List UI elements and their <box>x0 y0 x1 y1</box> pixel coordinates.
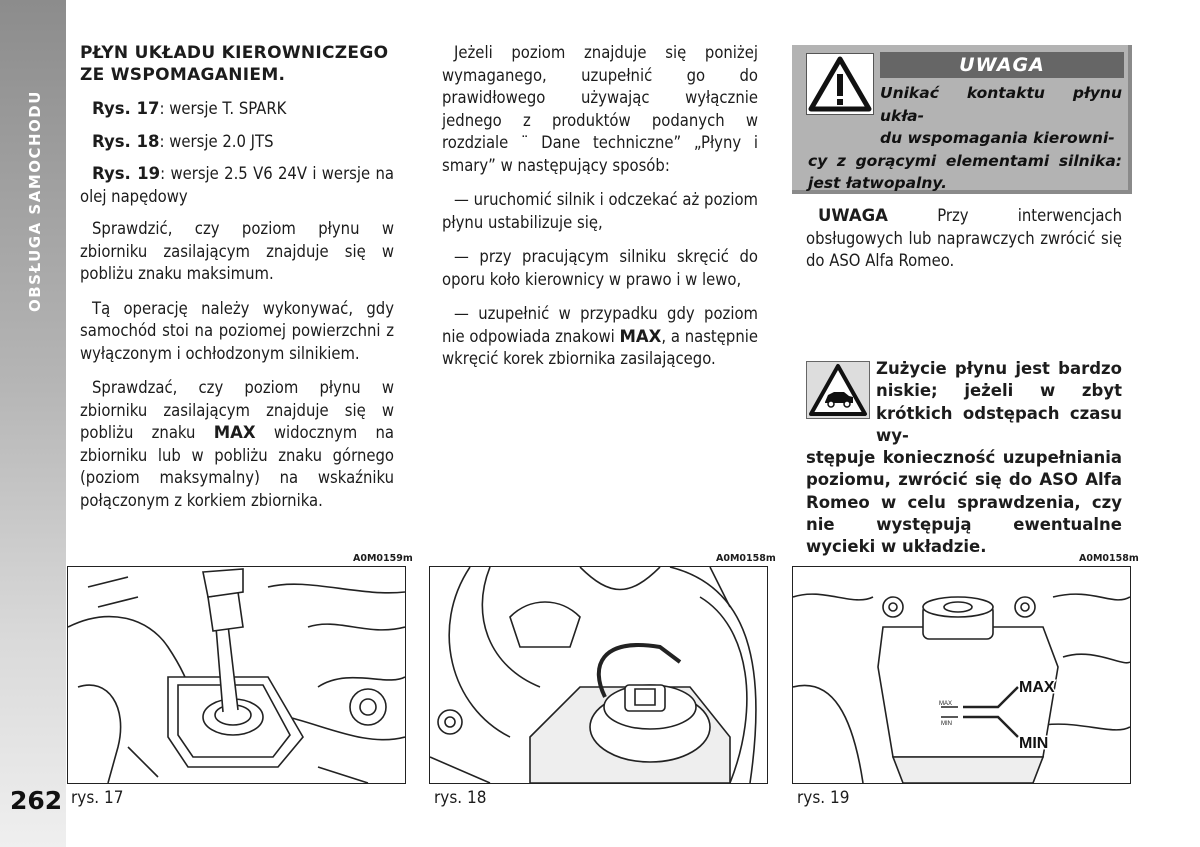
page-number: 262 <box>10 786 63 815</box>
step-3: — uzupełnić w przypadku gdy poziom nie odpowiada znakowi MAX, a następnie wkręcić korek zbiornika zasilającego. <box>442 304 758 368</box>
section-heading <box>80 42 394 86</box>
warning-box <box>792 45 1132 194</box>
refill-paragraph: Jeżeli poziom znajduje się poniżej wymaganego, uzupełnić go do prawidłowego używając wyłącznie jednego z produktów podanych w rozdziale ¨ Dane techniczne” „Płyny i smary” w następujący sposób: <box>442 43 758 175</box>
column-1 <box>80 42 394 524</box>
figure-18-code: A0M0158m <box>716 553 776 564</box>
figure-17-code: A0M0159m <box>353 553 413 564</box>
column-2 <box>442 42 758 383</box>
heading-line-1: PŁYN UKŁADU KIEROWNICZEGO <box>80 43 389 63</box>
paragraph-3: Sprawdzać, czy poziom płynu w zbiorniku zasilającym znajduje się w pobliżu znaku MAX widocznym na zbiorniku lub w pobliżu znaku górnego (poziom maksymalny) na wskaźniku połączonym z korkiem zbiornika. <box>80 378 394 510</box>
rys18-text: : wersje 2.0 JTS <box>159 131 274 151</box>
step-1: — uruchomić silnik i odczekać aż poziom płynu ustabilizuje się, <box>442 190 758 232</box>
rys18-label: Rys. 18 <box>92 131 160 151</box>
figure-19-code: A0M0158m <box>1079 553 1139 564</box>
figure-18-caption: rys. 18 <box>434 788 487 808</box>
rys18-line <box>80 131 394 154</box>
rys19-text: : wersje 2.5 V6 24V i wersje na olej napędowy <box>80 164 394 206</box>
scale-max-label: MAX <box>939 701 953 707</box>
scale-min-label: MIN <box>941 721 952 727</box>
figure-19-image <box>792 566 1131 784</box>
rys17-line <box>80 98 394 121</box>
figure-17-caption: rys. 17 <box>71 788 124 808</box>
min-callout-label: MIN <box>1019 735 1049 752</box>
consumption-text: Zużycie płynu jest bardzo niskie; jeżeli w zbyt krótkich odstępach czasu wy- stępuje konieczność uzupełniania poziomu, zwrócić się do ASO Alfa Romeo w celu sprawdzenia, czy nie występują ewentualne wycieki w układzie. <box>806 359 1122 557</box>
paragraph-2: Tą operację należy wykonywać, gdy samochód stoi na poziomej powierzchni z wyłączonym i ochłodzonym silnikiem. <box>80 298 394 363</box>
warning-title: UWAGA <box>880 52 1124 78</box>
step-2: — przy pracującym silniku skręcić do oporu koło kierownicy w prawo i w lewo, <box>442 247 758 289</box>
heading-line-2: ZE WSPOMAGANIEM. <box>80 65 286 85</box>
warning-text: Unikać kontaktu płynu ukła- du wspomagania kierowni- cy z gorącymi elementami silnika: jest łatwopalny. <box>808 84 1122 192</box>
note-text: Przy interwencjach obsługowych lub naprawczych zwrócić się do ASO Alfa Romeo. <box>806 206 1123 270</box>
rys19-line <box>80 163 394 208</box>
max-mark: MAX <box>213 423 256 442</box>
service-note <box>806 205 1122 273</box>
note-label: UWAGA <box>818 206 888 225</box>
rys19-label: Rys. 19 <box>92 164 161 183</box>
figure-19-caption: rys. 19 <box>797 788 850 808</box>
figure-17-image <box>67 566 406 784</box>
max-callout-label: MAX <box>1019 679 1055 696</box>
section-title: OBSŁUGA SAMOCHODU <box>26 90 44 312</box>
rys17-label: Rys. 17 <box>92 99 160 118</box>
figure-18-image <box>429 566 768 784</box>
max-mark: MAX <box>619 326 662 346</box>
rys17-text: : wersje T. SPARK <box>159 99 287 118</box>
section-sidebar <box>0 0 66 847</box>
paragraph-1: Sprawdzić, czy poziom płynu w zbiorniku zasilającym znajduje się w pobliżu znaku maksimum. <box>80 219 394 283</box>
